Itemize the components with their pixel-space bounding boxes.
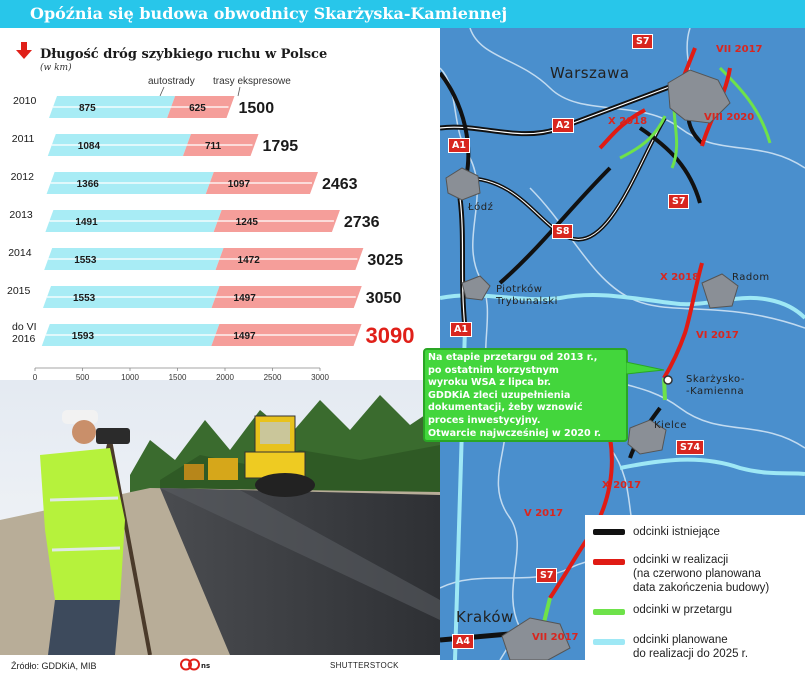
data-label-ekspresowe: 711 (204, 141, 222, 152)
road-a1-bottom: A1 (450, 322, 472, 337)
category-label: 2015 (7, 285, 31, 297)
legend-in-progress-note: (na czerwono planowana (633, 568, 761, 580)
legend-existing-label: odcinki istniejące (633, 526, 720, 538)
callout-line: po ostatnim korzystnym (428, 364, 559, 376)
category-label: 2011 (11, 133, 35, 145)
tender-callout (423, 348, 628, 442)
photo-credit: SHUTTERSTOCK (330, 661, 399, 670)
data-label-ekspresowe: 1497 (233, 331, 256, 342)
road-a2: A2 (552, 118, 574, 133)
date-vii2017-bottom: VII 2017 (532, 632, 579, 643)
city-skarzysko-2: -Kamienna (686, 386, 745, 397)
data-label-total: 1795 (262, 138, 299, 155)
category-label: 2012 (10, 171, 34, 183)
legend-tender-label: odcinki w przetargu (633, 604, 733, 616)
source-note: Źródło: GDDKiA, MIB (11, 661, 97, 671)
x-tick-label: 2500 (263, 373, 282, 380)
callout-line: Na etapie przetargu od 2013 r., (428, 352, 598, 363)
road-construction-photo (0, 380, 440, 655)
x-tick-label: 3000 (311, 373, 329, 380)
category-label: 2013 (9, 209, 33, 221)
city-radom: Radom (732, 272, 770, 283)
road-s7-mid: S7 (668, 194, 689, 209)
city-krakow: Kraków (456, 608, 514, 626)
category-label: 2016 (12, 333, 36, 345)
data-label-total: 2736 (343, 214, 380, 231)
down-arrow-icon (16, 42, 32, 59)
data-label-autostrady: 1593 (71, 331, 95, 342)
data-label-ekspresowe: 1497 (233, 293, 256, 304)
legend-ekspresowe: trasy ekspresowe (213, 76, 291, 87)
city-piotrkow-2: Trybunalski (496, 296, 558, 307)
date-x2017: X 2017 (602, 480, 642, 491)
data-label-autostrady: 1553 (74, 255, 97, 266)
legend-in-progress-label: odcinki w realizacji (633, 554, 729, 566)
road-s74: S74 (676, 440, 704, 455)
data-label-total: 2463 (321, 176, 358, 193)
legend-existing-swatch (593, 529, 625, 535)
data-label-autostrady: 1491 (75, 217, 98, 228)
data-label-autostrady: 1366 (76, 179, 99, 190)
road-a4: A4 (452, 634, 474, 649)
callout-line: Otwarcie najwcześniej w 2020 r. (428, 427, 602, 439)
publisher-logo (180, 658, 212, 671)
data-label-ekspresowe: 1245 (235, 217, 258, 228)
legend-tender-swatch (593, 609, 625, 615)
roads-length-chart (0, 28, 440, 380)
legend-autostrady: autostrady (148, 76, 195, 87)
city-lodz: Łódź (468, 202, 494, 213)
date-v2017: V 2017 (524, 508, 564, 519)
city-warszawa: Warszawa (550, 64, 630, 82)
x-tick-label: 0 (32, 373, 38, 380)
chart-title: Długość dróg szybkiego ruchu w Polsce (40, 47, 328, 62)
city-skarzysko-1: Skarżysko- (686, 374, 745, 385)
publisher-logo-icon (180, 658, 212, 671)
legend-in-progress-swatch (593, 559, 625, 565)
date-viii2020: VIII 2020 (704, 112, 755, 123)
legend-planned-note: do realizacji do 2025 r. (633, 648, 749, 660)
callout-pointer (626, 360, 666, 376)
date-x2018-b: X 2018 (660, 272, 700, 283)
callout-line: wyroku WSA z lipca br. (428, 377, 551, 389)
date-vi2017: VI 2017 (696, 330, 739, 341)
data-label-total: 3050 (365, 290, 402, 307)
chart-unit: (w km) (40, 63, 72, 73)
road-a1-top: A1 (448, 138, 470, 153)
road-s7-bottom: S7 (536, 568, 557, 583)
x-tick-label: 1000 (121, 373, 139, 380)
callout-line: proces inwestycyjny. (428, 414, 541, 426)
data-label-ekspresowe: 625 (189, 103, 206, 114)
city-kielce: Kielce (654, 420, 687, 431)
category-label: do VI (12, 321, 37, 333)
data-label-autostrady: 875 (79, 103, 96, 114)
road-s7-top: S7 (632, 34, 653, 49)
category-label: 2014 (8, 247, 32, 259)
city-piotrkow-1: Piotrków (496, 284, 543, 295)
legend-planned-label: odcinki planowane (633, 634, 728, 646)
road-s8: S8 (552, 224, 573, 239)
x-tick-label: 500 (75, 373, 90, 380)
category-label: 2010 (13, 95, 37, 107)
legend-planned-swatch (593, 639, 625, 645)
x-tick-label: 1500 (168, 373, 187, 380)
data-label-ekspresowe: 1472 (237, 255, 260, 266)
map-legend (585, 515, 805, 680)
page-title: Opóźnia się budowa obwodnicy Skarżyska-Kamiennej (30, 4, 508, 23)
svg-text:ns: ns (201, 662, 211, 670)
date-x2018-a: X 2018 (608, 116, 648, 127)
data-label-autostrady: 1553 (73, 293, 96, 304)
callout-line: dokumentacji, żeby wznowić (428, 402, 583, 414)
date-vii2017-top: VII 2017 (716, 44, 763, 55)
legend-in-progress-note-2: data zakończenia budowy) (633, 582, 770, 594)
data-label-total: 3090 (365, 323, 415, 348)
data-label-total: 1500 (238, 100, 275, 117)
data-label-autostrady: 1084 (77, 141, 101, 152)
x-tick-label: 2000 (216, 373, 234, 380)
data-label-total: 3025 (367, 252, 403, 269)
data-label-ekspresowe: 1097 (227, 179, 251, 190)
callout-line: GDDKiA zleci uzupełnienia (428, 389, 571, 401)
